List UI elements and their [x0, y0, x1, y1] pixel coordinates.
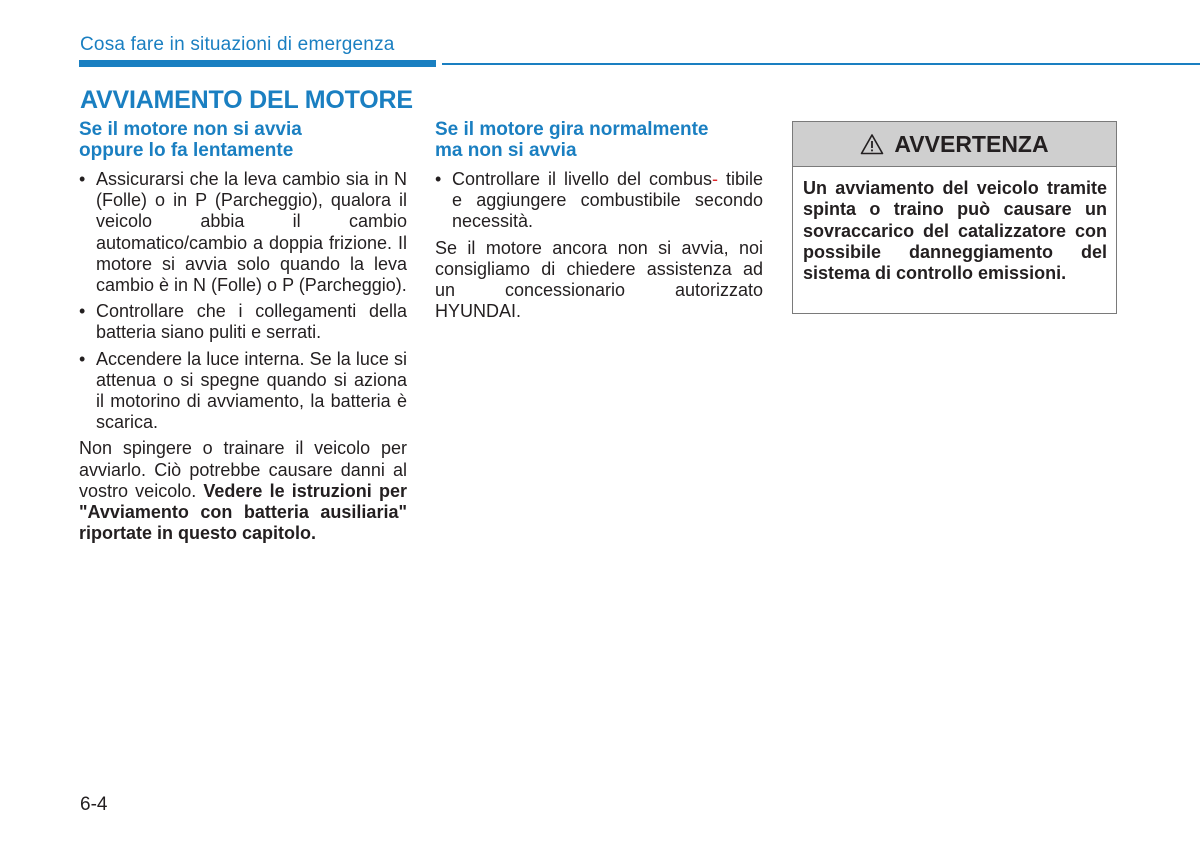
bullet-list [79, 169, 407, 433]
bullet-text: tibile e aggiungere combustibile secondo necessità. [452, 169, 763, 232]
warning-box [792, 121, 1117, 314]
bullet-text: Controllare il livello del combus [452, 169, 712, 189]
bullet-item [435, 169, 763, 233]
page-number: 6-4 [80, 794, 108, 815]
paragraph-text: Non spingere o trainare il veicolo per avviarlo. Ciò potrebbe causare danni al vostro veicolo. [79, 438, 407, 501]
paragraph-bold-reference: Vedere le istruzioni per "Avviamento con batteria ausiliaria" riportate in questo capitolo. [79, 480, 407, 544]
warning-header [793, 122, 1116, 167]
bullet-item: • Controllare che i collegamenti della batteria siano puliti e serrati. [79, 301, 407, 343]
warning-text: Un avviamento del veicolo tramite spinta o traino può causare un sovraccarico del catalizzatore con possibile danneggiamento del sistema di controllo emissioni. [803, 178, 1107, 284]
paragraph-dealer: Se il motore ancora non si avvia, noi consigliamo di chiedere assistenza ad un concessionario autorizzato HYUNDAI. [435, 237, 763, 322]
subsection-title-line: Se il motore non si avvia [79, 119, 302, 140]
subsection-title-line: Se il motore gira normalmente [435, 119, 709, 140]
paragraph-push-tow [79, 438, 407, 544]
chapter-title: Cosa fare in situazioni di emergenza [80, 34, 395, 55]
warning-triangle-icon [860, 133, 884, 155]
column-left [79, 119, 407, 544]
header-rule-thin [442, 63, 1200, 65]
bullet-list [435, 169, 763, 233]
bullet-item: • Assicurarsi che la leva cambio sia in N (Folle) o in P (Parcheggio), qualora il veicolo abbia il cambio automatico/cambio a doppia frizione. Il motore si avvia solo quando la leva cambio è in N (Folle) o P (Parcheggio). [79, 169, 407, 296]
subsection-title-line: ma non si avvia [435, 140, 577, 161]
subsection-title-line: oppure lo fa lentamente [79, 140, 294, 161]
bullet-item: • Accendere la luce interna. Se la luce si attenua o si spegne quando si aziona il motorino di avviamento, la batteria è scarica. [79, 349, 407, 434]
header-rule-thick [79, 60, 436, 67]
section-title: AVVIAMENTO DEL MOTORE [80, 86, 413, 114]
warning-title: AVVERTENZA [894, 130, 1049, 157]
hyphen-mark: - [711, 169, 718, 189]
subsection-title-cranks [435, 119, 763, 161]
column-middle [435, 119, 763, 322]
subsection-title-no-start [79, 119, 407, 161]
